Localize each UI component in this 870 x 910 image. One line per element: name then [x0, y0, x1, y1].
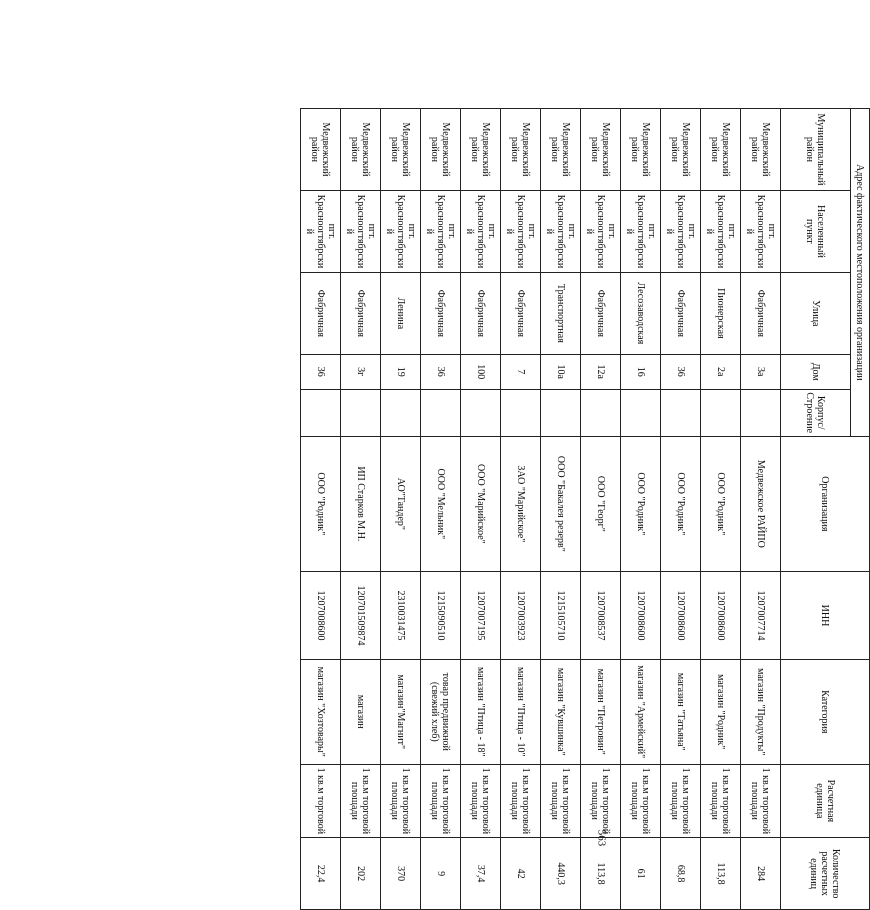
cell-district: Медвежский район [381, 109, 421, 191]
cell-settlement: пгт. Красноогтябрский [621, 190, 661, 272]
cell-category: магазин "Петровин" [581, 660, 621, 764]
cell-street: Фабричная [301, 272, 341, 354]
table-row [501, 109, 541, 910]
cell-street: Фабричная [341, 272, 381, 354]
cell-category: магазин "Родник" [701, 660, 741, 764]
building-header: Корпус/Строение [781, 389, 851, 436]
cell-inn: 1207008537 [581, 571, 621, 659]
cell-count: 42 [501, 838, 541, 910]
cell-house: 2а [701, 354, 741, 389]
house-header: Дом [781, 354, 851, 389]
cell-house: 3а [741, 354, 781, 389]
cell-category: магазин "Птица - 10" [501, 660, 541, 764]
cell-settlement: пгт. Красноогтябрский [381, 190, 421, 272]
cell-building [341, 389, 381, 436]
cell-building [701, 389, 741, 436]
cell-unit: 1 кв.м торговой площади [341, 764, 381, 838]
cell-district: Медвежский район [701, 109, 741, 191]
cell-house: 12а [581, 354, 621, 389]
table-row [541, 109, 581, 910]
cell-street: Лесозаводская [621, 272, 661, 354]
cell-house: 36 [661, 354, 701, 389]
cell-unit: 1 кв.м торговой площади [581, 764, 621, 838]
cell-inn: 1215090510 [421, 571, 461, 659]
table-row [301, 109, 341, 910]
cell-count: 68,8 [661, 838, 701, 910]
cell-building [461, 389, 501, 436]
cell-inn: 1215105710 [541, 571, 581, 659]
cell-category: магазин "Птица - 18" [461, 660, 501, 764]
cell-category: товар предвижной (свежий хлеб) [421, 660, 461, 764]
cell-count: 440,3 [541, 838, 581, 910]
table-row [461, 109, 501, 910]
cell-category: магазин "Татьяна" [661, 660, 701, 764]
cell-count: 113,8 [581, 838, 621, 910]
settlement-header: Населенный пункт [781, 190, 851, 272]
cell-inn: 1207007195 [461, 571, 501, 659]
cell-building [621, 389, 661, 436]
cell-district: Медвежский район [341, 109, 381, 191]
street-header: Улица [781, 272, 851, 354]
cell-inn: 1207008600 [701, 571, 741, 659]
cell-street: Фабричная [581, 272, 621, 354]
cell-unit: 1 кв.м торговой площади [661, 764, 701, 838]
cell-organization: ИП Старков М.Н. [341, 436, 381, 571]
table-row [421, 109, 461, 910]
cell-house: 36 [421, 354, 461, 389]
cell-settlement: пгт. Красноогтябрский [341, 190, 381, 272]
cell-building [421, 389, 461, 436]
cell-settlement: пгт. Красноогтябрский [541, 190, 581, 272]
cell-street: Ленина [381, 272, 421, 354]
cell-district: Медвежский район [501, 109, 541, 191]
cell-building [741, 389, 781, 436]
cell-inn: 1207008600 [621, 571, 661, 659]
cell-unit: 1 кв.м торговой площади [741, 764, 781, 838]
cell-organization: ЗАО "Марийское" [501, 436, 541, 571]
table-row [581, 109, 621, 910]
cell-house: 7 [501, 354, 541, 389]
cell-house: 10а [541, 354, 581, 389]
cell-street: Фабричная [501, 272, 541, 354]
rotated-table-container [304, 108, 870, 910]
cell-district: Медвежский район [421, 109, 461, 191]
cell-street: Фабричная [461, 272, 501, 354]
cell-organization: ООО "Мельник" [421, 436, 461, 571]
cell-organization: ООО "Родник" [701, 436, 741, 571]
cell-district: Медвежский район [621, 109, 661, 191]
cell-count: 22,4 [301, 838, 341, 910]
cell-unit: 1 кв.м торговой площади [541, 764, 581, 838]
address-group-header: Адрес фактического местоположения организации [851, 109, 870, 437]
cell-district: Медвежский район [301, 109, 341, 191]
cell-category: магазин"Магнит" [381, 660, 421, 764]
cell-street: Пионерская [701, 272, 741, 354]
category-header: Категория [781, 660, 870, 764]
table-row [741, 109, 781, 910]
cell-district: Медвежский район [541, 109, 581, 191]
cell-building [581, 389, 621, 436]
cell-building [661, 389, 701, 436]
cell-organization: ООО "Родник" [621, 436, 661, 571]
cell-organization: АО"Тандер" [381, 436, 421, 571]
table-body [301, 109, 781, 910]
inn-header: ИНН [781, 571, 870, 659]
cell-settlement: пгт. Красноогтябрский [701, 190, 741, 272]
cell-organization: Медвежское РАЙПО [741, 436, 781, 571]
cell-category: магазин "Хозтовары" [301, 660, 341, 764]
cell-district: Медвежский район [461, 109, 501, 191]
organization-header: Организация [781, 436, 870, 571]
cell-organization: ООО "Марийское" [461, 436, 501, 571]
table-row [381, 109, 421, 910]
page-number: 563 [595, 829, 608, 847]
cell-settlement: пгт. Красноогтябрский [581, 190, 621, 272]
cell-settlement: пгт. Красноогтябрский [301, 190, 341, 272]
district-header: Муниципальный район [781, 109, 851, 191]
cell-category: магазин "Продукты" [741, 660, 781, 764]
cell-street: Фабричная [421, 272, 461, 354]
cell-district: Медвежский район [661, 109, 701, 191]
cell-house: 16 [621, 354, 661, 389]
cell-inn: 2310031475 [381, 571, 421, 659]
cell-building [381, 389, 421, 436]
cell-organization: ООО "Родник" [301, 436, 341, 571]
cell-inn: 1207008600 [301, 571, 341, 659]
cell-settlement: пгт. Красноогтябрский [501, 190, 541, 272]
cell-settlement: пгт. Красноогтябрский [661, 190, 701, 272]
cell-settlement: пгт. Красноогтябрский [741, 190, 781, 272]
cell-inn: 1207003923 [501, 571, 541, 659]
cell-count: 113,8 [701, 838, 741, 910]
cell-inn: 1207007714 [741, 571, 781, 659]
cell-house: 19 [381, 354, 421, 389]
cell-district: Медвежский район [581, 109, 621, 191]
cell-building [541, 389, 581, 436]
unit-header: Расчетная единица [781, 764, 870, 838]
cell-unit: 1 кв.м торговой площади [381, 764, 421, 838]
table-row [661, 109, 701, 910]
cell-inn: 120701509874 [341, 571, 381, 659]
cell-category: магазин "Армейский" [621, 660, 661, 764]
cell-street: Транспортная [541, 272, 581, 354]
cell-unit: 1 кв.м торговой площади [421, 764, 461, 838]
table-row [621, 109, 661, 910]
cell-unit: 1 кв.м торговой площади [461, 764, 501, 838]
cell-house: 3г [341, 354, 381, 389]
cell-count: 37,4 [461, 838, 501, 910]
cell-house: 100 [461, 354, 501, 389]
cell-category: магазин [341, 660, 381, 764]
cell-category: магазин "Кувшинка" [541, 660, 581, 764]
cell-district: Медвежский район [741, 109, 781, 191]
cell-organization: ООО "Родник" [661, 436, 701, 571]
cell-street: Фабричная [661, 272, 701, 354]
cell-unit: 1 кв.м торговой площади [701, 764, 741, 838]
cell-organization: ООО "Георг" [581, 436, 621, 571]
cell-unit: 1 кв.м торговой площади [501, 764, 541, 838]
cell-building [301, 389, 341, 436]
cell-settlement: пгт. Красноогтябрский [461, 190, 501, 272]
cell-organization: ООО "Бакалея резерв" [541, 436, 581, 571]
cell-unit: 1 кв.м торговой площади [621, 764, 661, 838]
cell-count: 284 [741, 838, 781, 910]
cell-count: 202 [341, 838, 381, 910]
cell-inn: 1207008600 [661, 571, 701, 659]
cell-unit: 1 кв.м торговой [301, 764, 341, 838]
cell-count: 61 [621, 838, 661, 910]
cell-settlement: пгт. Красноогтябрский [421, 190, 461, 272]
count-header: Количество расчетных единиц [781, 838, 870, 910]
organizations-table [300, 108, 870, 910]
cell-building [501, 389, 541, 436]
cell-house: 36 [301, 354, 341, 389]
table-row [701, 109, 741, 910]
table-row [341, 109, 381, 910]
cell-count: 370 [381, 838, 421, 910]
cell-street: Фабричная [741, 272, 781, 354]
cell-count: 9 [421, 838, 461, 910]
